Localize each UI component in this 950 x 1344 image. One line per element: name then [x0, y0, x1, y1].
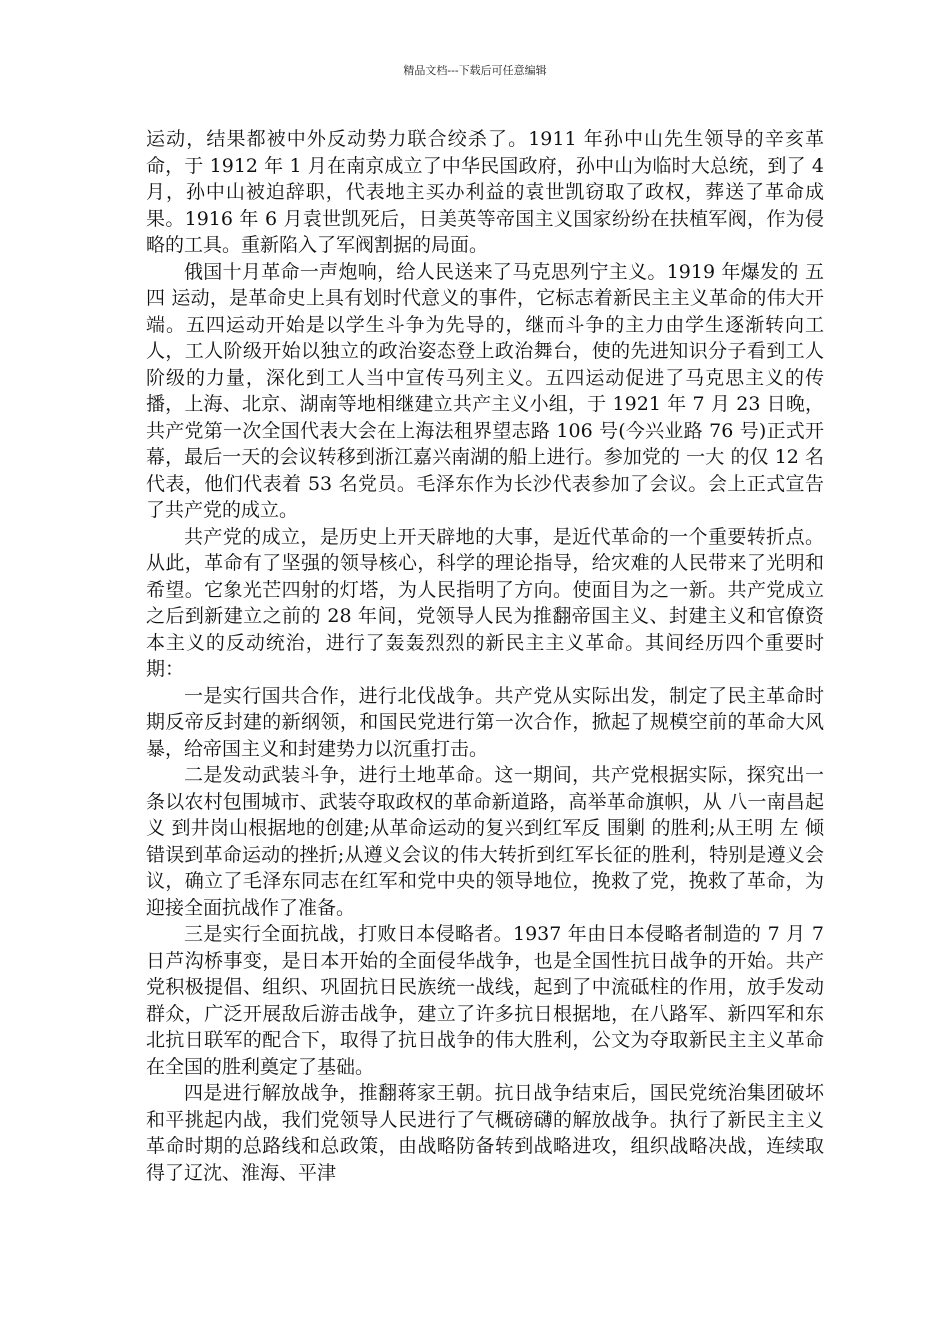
paragraph-1: 运动，结果都被中外反动势力联合绞杀了。1911 年孙中山先生领导的辛亥革命，于 1912 年 1 月在南京成立了中华民国政府，孙中山为临时大总统，到了 4 月，孙中山被迫辞职，代表地主买办利益的袁世凯窃取了政权，葬送了革命成果。1916 年 6 月袁世凯死后，日美英等帝国主义国家纷纷在扶植军阀，作为侵略的工具。重新陷入了军阀割据的局面。 [146, 128, 824, 256]
page-header: 精品文档---下载后可任意编辑 [403, 64, 547, 77]
paragraph-2: 俄国十月革命一声炮响，给人民送来了马克思列宁主义。1919 年爆发的 五四 运动，是革命史上具有划时代意义的事件，它标志着新民主主义革命的伟大开端。五四运动开始是以学生斗争为先导的，继而斗争的主力由学生逐渐转向工人，工人阶级开始以独立的政治姿态登上政治舞台，使的先进知识分子看到工人阶级的力量，深化到工人当中宣传马列主义。五四运动促进了马克思主义的传播，上海、北京、湖南等地相继建立共产主义小组，于 1921 年 7 月 23 日晚，共产党第一次全国代表大会在上海法租界望志路 106 号(今兴业路 76 号)正式开幕，最后一天的会议转移到浙江嘉兴南湖的船上进行。参加党的 一大 的仅 12 名代表，他们代表着 53 名党员。毛泽东作为长沙代表参加了会议。会上正式宣告了共产党的成立。 [146, 260, 824, 521]
paragraph-4: 一是实行国共合作，进行北伐战争。共产党从实际出发，制定了民主革命时期反帝反封建的新纲领，和国民党进行第一次合作，掀起了规模空前的革命大风暴，给帝国主义和封建势力以沉重打击。 [146, 684, 824, 760]
document-body [146, 126, 824, 1186]
paragraph-3: 共产党的成立，是历史上开天辟地的大事，是近代革命的一个重要转折点。从此，革命有了坚强的领导核心，科学的理论指导，给灾难的人民带来了光明和希望。它象光芒四射的灯塔，为人民指明了方向。使面目为之一新。共产党成立之后到新建立之前的 28 年间，党领导人民为推翻帝国主义、封建主义和官僚资本主义的反动统治，进行了轰轰烈烈的新民主主义革命。其间经历四个重要时期： [146, 525, 824, 680]
paragraph-5: 二是发动武装斗争，进行土地革命。这一期间，共产党根据实际，探究出一条以农村包围城市、武装夺取政权的革命新道路，高举革命旗帜，从 八一南昌起义 到井岗山根据地的创建;从革命运动的复兴到红军反 围剿 的胜利;从王明 左 倾错误到革命运动的挫折;从遵义会议的伟大转折到红军长征的胜利，特别是遵义会议，确立了毛泽东同志在红军和党中央的领导地位，挽救了党，挽救了革命，为迎接全面抗战作了准备。 [146, 764, 824, 919]
paragraph-6: 三是实行全面抗战，打败日本侵略者。1937 年由日本侵略者制造的 7 月 7 日芦沟桥事变，是日本开始的全面侵华战争，也是全国性抗日战争的开始。共产党积极提倡、组织、巩固抗日民族统一战线，起到了中流砥柱的作用，放手发动群众，广泛开展敌后游击战争，建立了许多抗日根据地，在八路军、新四军和东北抗日联军的配合下，取得了抗日战争的伟大胜利，公文为夺取新民主主义革命在全国的胜利奠定了基础。 [146, 923, 824, 1078]
paragraph-7: 四是进行解放战争，推翻蒋家王朝。抗日战争结束后，国民党统治集团破坏和平挑起内战，我们党领导人民进行了气概磅礴的解放战争。执行了新民主主义革命时期的总路线和总政策，由战略防备转到战略进攻，组织战略决战，连续取得了辽沈、淮海、平津 [146, 1082, 824, 1184]
